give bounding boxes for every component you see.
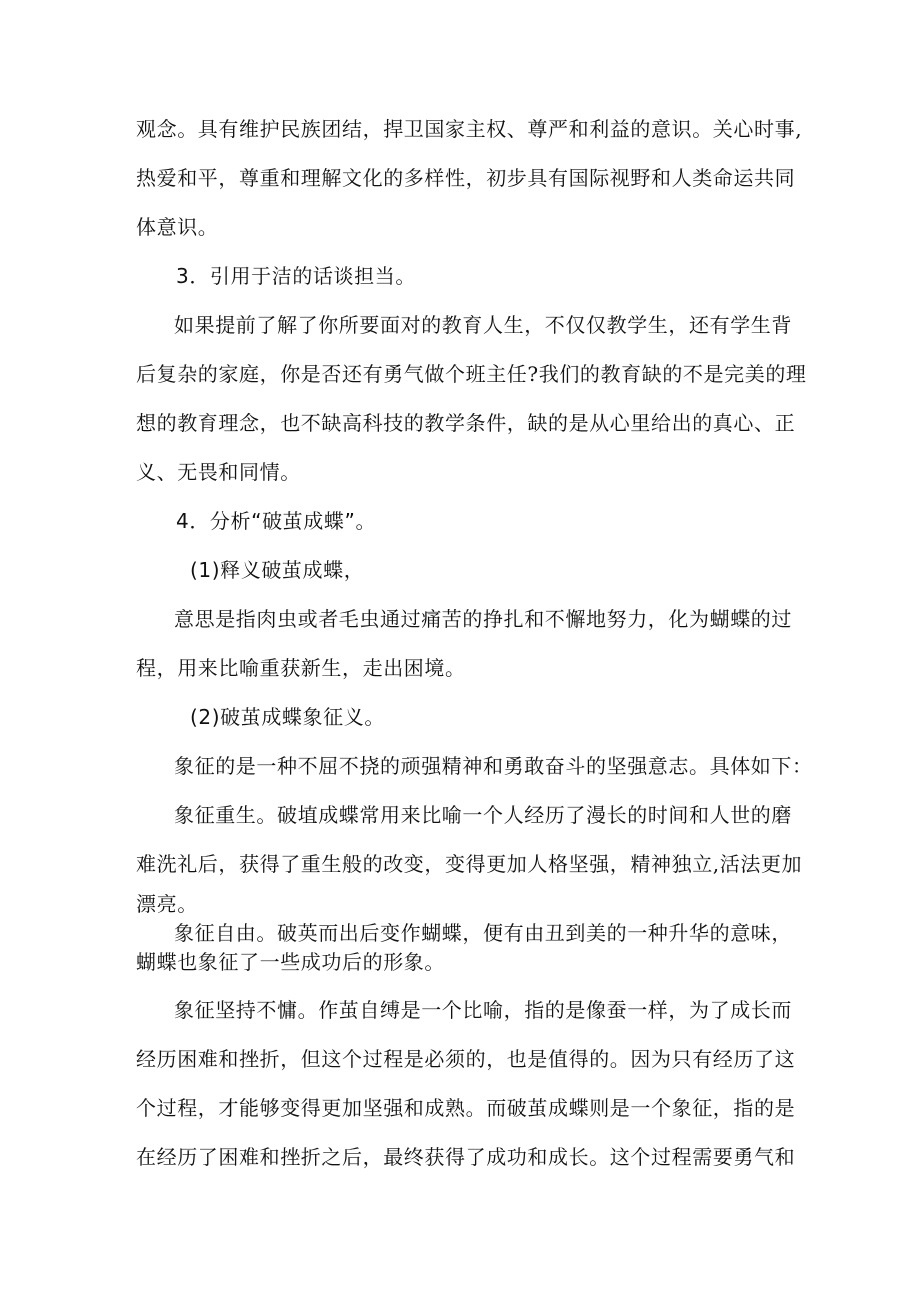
text-line: 蝴蝶也象征了一些成功后的形象。: [136, 950, 445, 974]
text-line: 义、无畏和同情。: [136, 460, 301, 484]
text-line: 程，用来比喻重获新生，走出困境。: [136, 656, 466, 680]
text-line: 象征坚持不慵。作茧自缚是一个比喻，指的是像蚕一样，为了成长而: [174, 998, 792, 1022]
text-line: 热爱和平，尊重和理解文化的多样性，初步具有国际视野和人类命运共同: [136, 166, 796, 190]
text-line: 象征自由。破英而出后变作蝴蝶，便有由丑到美的一种升华的意味，: [174, 921, 792, 945]
text-line: 个过程，才能够变得更加坚强和成熟。而破茧成蝶则是一个象征，指的是: [136, 1096, 796, 1120]
text-line: 体意识。: [136, 215, 219, 239]
subsection-heading: (2)破茧成蝶象征义。: [190, 705, 385, 729]
text-line: 如果提前了解了你所要面对的教育人生，不仅仅教学生，还有学生背: [174, 313, 792, 337]
text-line: 经历困难和挫折，但这个过程是必须的，也是值得的。因为只有经历了这: [136, 1047, 796, 1071]
text-line: 想的教育理念，也不缺高科技的教学条件，缺的是从心里给出的真心、正: [136, 411, 796, 435]
text-line: 象征的是一种不屈不挠的顽强精神和勇敢奋斗的坚强意志。具体如下：: [174, 754, 813, 778]
text-line: 观念。具有维护民族团结，捍卫国家主权、尊严和利益的意识。关心时事,: [136, 117, 803, 141]
text-line: 象征重生。破埴成蝶常用来比喻一个人经历了漫长的时间和人世的磨: [174, 803, 792, 827]
subsection-heading: (1)释义破茧成蝶，: [190, 558, 365, 582]
text-line: 漂亮。: [136, 892, 198, 916]
text-line: 难洗礼后，获得了重生般的改变，变得更加人格坚强，精神独立,活法更加: [136, 852, 803, 876]
section-heading: 3．引用于洁的话谈担当。: [176, 264, 416, 288]
text-line: 意思是指肉虫或者毛虫通过痛苦的挣扎和不懈地努力，化为蝴蝶的过: [174, 607, 792, 631]
text-line: 在经历了困难和挫折之后，最终获得了成功和成长。这个过程需要勇气和: [136, 1145, 796, 1169]
text-line: 后复杂的家庭，你是否还有勇气做个班主任?我们的教育缺的不是完美的理: [136, 362, 807, 386]
section-heading: 4．分析“破茧成蝶”。: [176, 509, 377, 533]
